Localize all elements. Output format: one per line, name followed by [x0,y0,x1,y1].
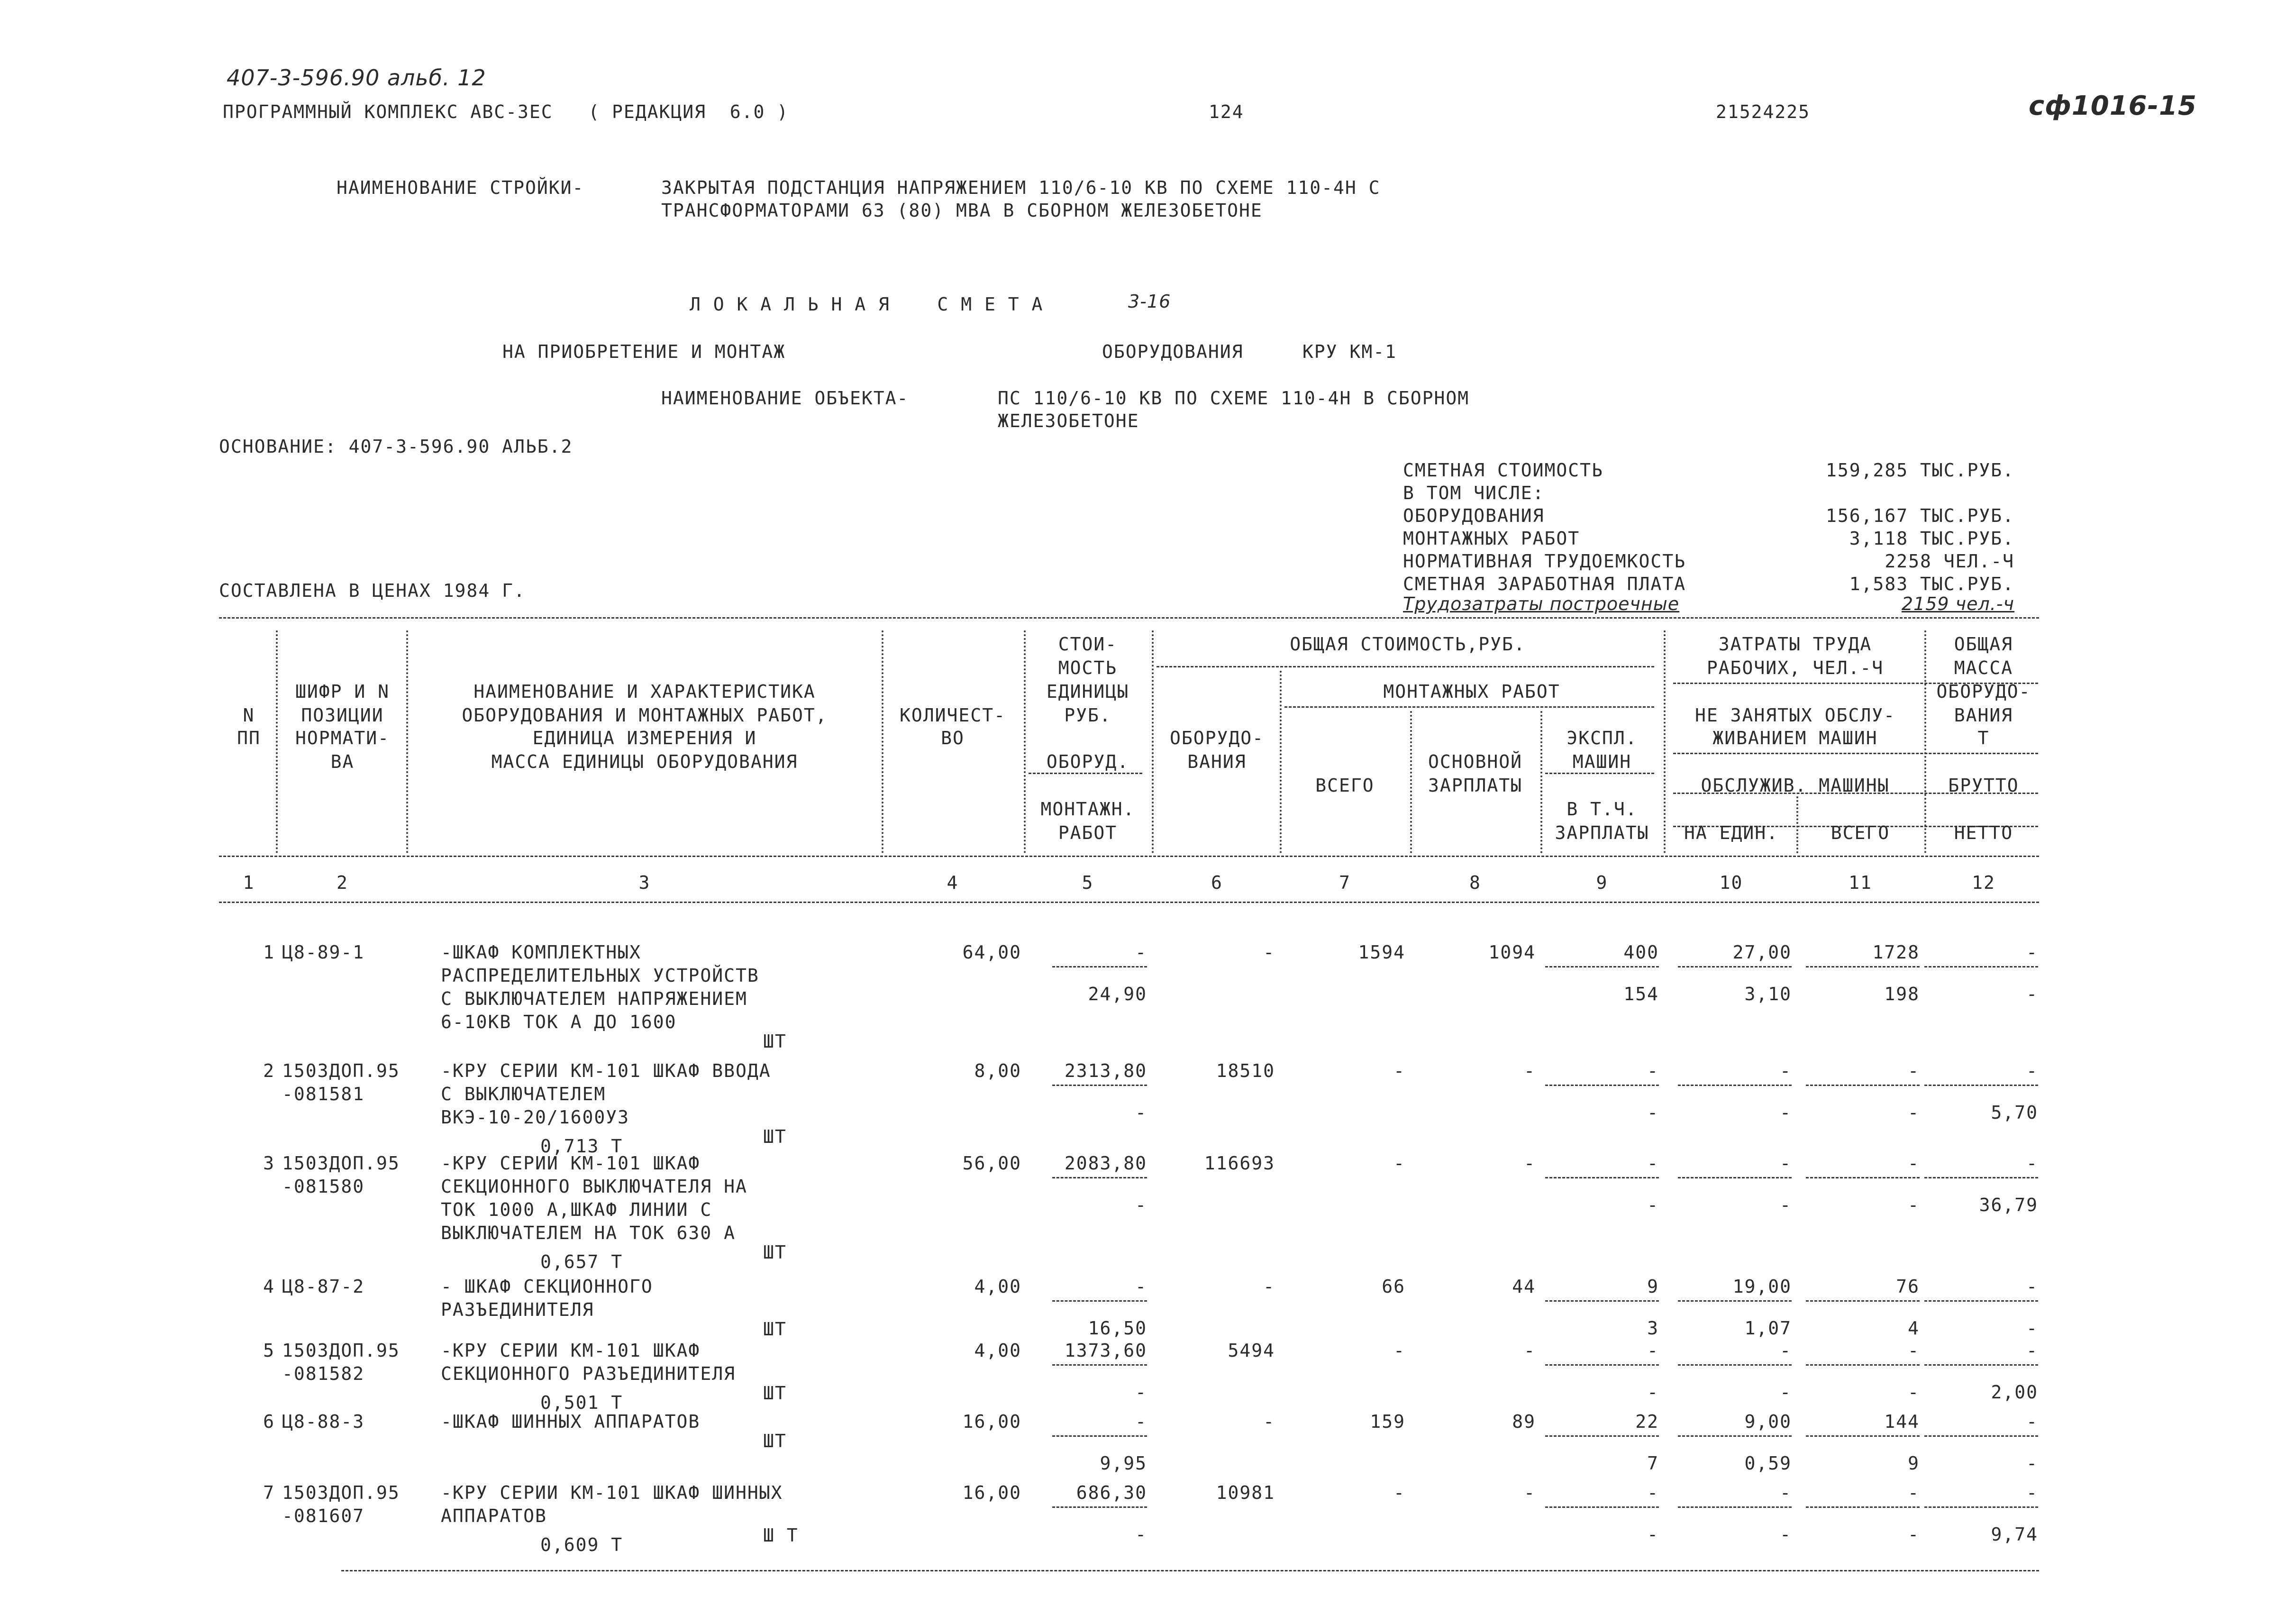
column-number: 10 [1719,872,1743,893]
row-description: ВЫКЛЮЧАТЕЛЕМ НА ТОК 630 А [441,1223,736,1243]
document-number: 21524225 [1716,101,1811,122]
construction-label: НАИМЕНОВАНИЕ СТРОЙКИ- [337,177,584,198]
column-number: 3 [638,872,651,893]
row-number: 3 [263,1153,275,1174]
row-description: АППАРАТОВ [441,1505,547,1526]
row-base-salary: - [1524,1340,1536,1361]
row-unit-cost-installation: 16,50 [1088,1318,1147,1339]
row-installation-total: 1594 [1358,942,1405,963]
summary-label: СМЕТНАЯ ЗАРАБОТНАЯ ПЛАТА [1403,574,1686,594]
column-separator [1540,711,1542,853]
header-col12: ВАНИЯ [1954,705,2013,726]
header-col6: ВАНИЯ [1187,751,1247,772]
row-equipment-cost: 10981 [1216,1482,1275,1503]
row-labor-total-second: - [1908,1102,1920,1123]
row-description: СЕКЦИОННОГО ВЫКЛЮЧАТЕЛЯ НА [441,1176,747,1197]
row-machine-cost-second: 3 [1647,1318,1659,1339]
row-base-salary: - [1524,1482,1536,1503]
row-labor-per-unit: 19,00 [1732,1276,1792,1297]
row-machine-cost-second: - [1647,1524,1659,1545]
row-labor-total: - [1908,1060,1920,1081]
row-unit-cost-equipment: - [1135,1411,1147,1432]
column-number: 6 [1211,872,1223,893]
program-name: ПРОГРАММНЫЙ КОМПЛЕКС АВС-3ЕС ( РЕДАКЦИЯ 6.0 ) [223,101,789,122]
row-description: С ВЫКЛЮЧАТЕЛЕМ НАПРЯЖЕНИЕМ [441,988,747,1009]
construction-name-line2: ТРАНСФОРМАТОРАМИ 63 (80) МВА В СБОРНОМ ЖЕЛЕЗОБЕТОНЕ [661,200,1263,221]
column-separator [1024,630,1026,853]
column-number: 1 [243,872,255,893]
row-labor-per-unit-second: - [1780,1195,1792,1215]
page-number: 124 [1209,101,1244,122]
row-unit: ШТ [763,1031,787,1052]
summary-value: 1,583 ТЫС.РУБ. [1849,574,2014,594]
column-separator [1664,630,1666,853]
column-separator [1410,711,1412,853]
handwritten-stamp: сф1016-15 [2029,91,2197,121]
header-total-cost: ОБЩАЯ СТОИМОСТЬ,РУБ. [1290,634,1526,655]
row-installation-total: - [1393,1060,1405,1081]
cell-rule [1924,1300,2038,1302]
row-mass-second: 2,00 [1991,1382,2038,1403]
header-col12: НЕТТО [1954,822,2013,843]
row-description: ТОК 1000 А,ШКАФ ЛИНИИ С [441,1199,712,1220]
header-col5: МОНТАЖН. [1040,799,1135,820]
row-number: 2 [263,1060,275,1081]
row-quantity: 64,00 [962,942,1021,963]
header-subrule [1284,706,1654,708]
header-col9: ЗАРПЛАТЫ [1555,822,1649,843]
summary-label: МОНТАЖНЫХ РАБОТ [1403,528,1580,549]
summary-label-handwritten: Трудозатраты построечные [1403,593,1680,614]
cell-rule [1806,1506,1920,1508]
row-unit-cost-installation: - [1135,1102,1147,1123]
row-equipment-cost: - [1263,942,1275,963]
header-col4: ВО [941,728,965,748]
row-machine-cost: - [1647,1340,1659,1361]
row-labor-per-unit: 27,00 [1732,942,1792,963]
cell-rule [1924,1085,2038,1086]
row-number: 6 [263,1411,275,1432]
basis-text: ОСНОВАНИЕ: 407-3-596.90 АЛЬБ.2 [219,436,573,457]
header-col7: ВСЕГО [1315,775,1375,796]
row-labor-per-unit: - [1780,1153,1792,1174]
row-unit-cost-installation: - [1135,1524,1147,1545]
row-machine-cost-second: 7 [1647,1453,1659,1474]
row-base-salary: - [1524,1060,1536,1081]
header-col5: РАБОТ [1058,822,1118,843]
header-subrule [1157,666,1654,667]
row-mass-unit: 0,713 Т [540,1136,623,1157]
row-code: -081581 [282,1084,365,1104]
row-mass: - [2026,942,2038,963]
cell-rule [1678,1364,1792,1366]
row-mass-second: - [2026,1318,2038,1339]
row-machine-cost: 400 [1623,942,1659,963]
row-machine-cost: 22 [1635,1411,1659,1432]
column-separator [406,630,408,853]
header-col2: ПОЗИЦИИ [301,705,384,726]
row-unit-cost-installation: 24,90 [1088,984,1147,1004]
row-equipment-cost: - [1263,1276,1275,1297]
estimate-purpose: НА ПРИОБРЕТЕНИЕ И МОНТАЖ [502,341,786,362]
row-mass: - [2026,1153,2038,1174]
cell-rule [1052,1364,1147,1366]
header-col12: ОБОРУДО- [1936,681,2031,702]
row-labor-total-second: 4 [1908,1318,1920,1339]
header-subrule [1673,753,2038,754]
column-separator [1796,796,1798,853]
cell-rule [1924,1177,2038,1178]
header-col2: НОРМАТИ- [295,728,390,748]
row-labor-total-second: 198 [1884,984,1920,1004]
row-labor-total: 1728 [1872,942,1920,963]
column-separator [1280,671,1282,853]
row-mass: - [2026,1276,2038,1297]
construction-name-line1: ЗАКРЫТАЯ ПОДСТАНЦИЯ НАПРЯЖЕНИЕМ 110/6-10 КВ ПО СХЕМЕ 110-4Н С [661,177,1381,198]
row-base-salary: 44 [1512,1276,1536,1297]
table-top-rule [219,617,2039,619]
row-base-salary: 1094 [1488,942,1536,963]
row-machine-cost-second: - [1647,1382,1659,1403]
summary-value: 2258 ЧЕЛ.-Ч [1885,551,2014,572]
row-labor-total-second: - [1908,1195,1920,1215]
summary-value: 159,285 ТЫС.РУБ. [1825,460,2014,481]
row-mass: - [2026,1411,2038,1432]
header-col12: БРУТТО [1948,775,2019,796]
row-unit: ШТ [763,1383,787,1404]
column-number: 12 [1972,872,1995,893]
column-number: 4 [947,872,959,893]
row-unit: ШТ [763,1319,787,1340]
object-label: НАИМЕНОВАНИЕ ОБЪЕКТА- [661,388,909,409]
header-col2: ШИФР И N [295,681,390,702]
cell-rule [1678,1506,1792,1508]
cell-rule [1052,1506,1147,1508]
estimate-equipment: ОБОРУДОВАНИЯ КРУ КМ-1 [1102,341,1397,362]
row-description: ВКЭ-10-20/1600У3 [441,1107,630,1128]
row-description: РАЗЪЕДИНИТЕЛЯ [441,1299,594,1320]
cell-rule [1678,1085,1792,1086]
row-unit: ШТ [763,1126,787,1147]
row-number: 7 [263,1482,275,1503]
row-description: -ШКАФ КОМПЛЕКТНЫХ [441,942,641,963]
header-col12: Т [1977,728,1990,748]
summary-label: СМЕТНАЯ СТОИМОСТЬ [1403,460,1603,481]
row-unit: Ш Т [763,1525,799,1546]
cell-rule [1806,1364,1920,1366]
row-labor-per-unit: - [1780,1340,1792,1361]
column-number: 11 [1849,872,1872,893]
row-unit-cost-equipment: - [1135,1276,1147,1297]
row-labor-total: 144 [1884,1411,1920,1432]
object-name-line1: ПС 110/6-10 КВ ПО СХЕМЕ 110-4Н В СБОРНОМ [998,388,1470,409]
row-code: 1503ДОП.95 [282,1482,400,1503]
row-labor-per-unit-second: - [1780,1382,1792,1403]
row-code: 1503ДОП.95 [282,1060,400,1081]
row-labor-per-unit: - [1780,1060,1792,1081]
header-col3: ЕДИНИЦА ИЗМЕРЕНИЯ И [532,728,757,748]
row-unit-cost-equipment: - [1135,942,1147,963]
summary-label: В ТОМ ЧИСЛЕ: [1403,483,1545,503]
cell-rule [1678,966,1792,967]
row-labor-total-second: 9 [1908,1453,1920,1474]
header-bottom-rule [219,856,2039,857]
row-base-salary: - [1524,1153,1536,1174]
row-machine-cost: - [1647,1060,1659,1081]
cell-rule [1052,1300,1147,1302]
compiled-prices-text: СОСТАВЛЕНА В ЦЕНАХ 1984 Г. [219,580,526,601]
cell-rule [1545,1435,1659,1437]
row-equipment-cost: - [1263,1411,1275,1432]
row-machine-cost-second: - [1647,1102,1659,1123]
row-equipment-cost: 18510 [1216,1060,1275,1081]
header-installation: МОНТАЖНЫХ РАБОТ [1383,681,1560,702]
row-description: РАСПРЕДЕЛИТЕЛЬНЫХ УСТРОЙСТВ [441,965,759,986]
column-separator [276,630,278,853]
row-mass-unit: 0,609 Т [540,1534,623,1555]
row-installation-total: - [1393,1153,1405,1174]
cell-rule [1545,1085,1659,1086]
row-base-salary: 89 [1512,1411,1536,1432]
row-labor-per-unit-second: 0,59 [1744,1453,1792,1474]
row-installation-total: 159 [1370,1411,1405,1432]
row-quantity: 4,00 [974,1276,1021,1297]
cell-rule [1678,1177,1792,1178]
row-description: - ШКАФ СЕКЦИОННОГО [441,1276,653,1297]
row-number: 1 [263,942,275,963]
column-separator [1152,630,1154,853]
cell-rule [1545,966,1659,967]
column-number: 8 [1469,872,1481,893]
row-machine-cost: - [1647,1482,1659,1503]
row-mass-unit: 0,501 Т [540,1392,623,1413]
row-code: Ц8-87-2 [282,1276,365,1297]
header-col9: ЭКСПЛ. [1566,728,1638,748]
header-col9: В Т.Ч. [1566,799,1638,820]
row-labor-total-second: - [1908,1524,1920,1545]
row-labor-per-unit-second: 3,10 [1744,984,1792,1004]
row-description: -КРУ СЕРИИ КМ-101 ШКАФ ШИННЫХ [441,1482,783,1503]
summary-value: 156,167 ТЫС.РУБ. [1825,505,2014,526]
row-labor-per-unit-second: - [1780,1524,1792,1545]
header-col5: МОСТЬ [1058,657,1118,678]
row-unit-cost-installation: 9,95 [1100,1453,1147,1474]
cell-rule [1545,1300,1659,1302]
cell-rule [1052,966,1147,967]
cell-rule [1806,1435,1920,1437]
cell-rule [1678,1435,1792,1437]
row-labor-total: 76 [1896,1276,1920,1297]
row-mass-second: 5,70 [1991,1102,2038,1123]
row-code: Ц8-89-1 [282,942,365,963]
row-quantity: 16,00 [962,1482,1021,1503]
row-description: СЕКЦИОННОГО РАЗЪЕДИНИТЕЛЯ [441,1363,736,1384]
header-col9: МАШИН [1572,751,1632,772]
header-col2: ВА [330,751,355,772]
row-description: -КРУ СЕРИИ КМ-101 ШКАФ [441,1340,701,1361]
table-bottom-rule [341,1570,2039,1571]
cell-rule [1924,966,2038,967]
row-mass-unit: 0,657 Т [540,1251,623,1272]
header-labor-sub: ЖИВАНИЕМ МАШИН [1712,728,1878,748]
row-unit-cost-equipment: 686,30 [1076,1482,1147,1503]
row-code: -081580 [282,1176,365,1197]
row-labor-per-unit: 9,00 [1744,1411,1792,1432]
summary-label: НОРМАТИВНАЯ ТРУДОЕМКОСТЬ [1403,551,1686,572]
row-description: -КРУ СЕРИИ КМ-101 ШКАФ [441,1153,701,1174]
row-description: -ШКАФ ШИННЫХ АППАРАТОВ [441,1411,701,1432]
row-unit-cost-equipment: 2313,80 [1064,1060,1147,1081]
header-col4: КОЛИЧЕСТ- [900,705,1006,726]
column-number: 7 [1339,872,1351,893]
row-mass-second: 36,79 [1979,1195,2038,1215]
header-labor-sub: НЕ ЗАНЯТЫХ ОБСЛУ- [1695,705,1895,726]
header-col5: ЕДИНИЦЫ [1046,681,1129,702]
summary-value: 3,118 ТЫС.РУБ. [1849,528,2014,549]
header-col1: ПП [237,728,261,748]
row-quantity: 16,00 [962,1411,1021,1432]
cell-rule [1678,1300,1792,1302]
column-number: 2 [337,872,348,893]
summary-value-handwritten: 2159 чел.-ч [1901,593,2014,614]
row-number: 5 [263,1340,275,1361]
row-unit-cost-installation: - [1135,1382,1147,1403]
row-labor-total: - [1908,1153,1920,1174]
header-col11: ВСЕГО [1831,822,1890,843]
row-mass: - [2026,1482,2038,1503]
row-mass: - [2026,1060,2038,1081]
row-code: 1503ДОП.95 [282,1340,400,1361]
header-labor: ЗАТРАТЫ ТРУДА [1718,634,1872,655]
row-code: 1503ДОП.95 [282,1153,400,1174]
row-code: -081607 [282,1505,365,1526]
cell-rule [1806,966,1920,967]
row-description: 6-10КВ ТОК А ДО 1600 [441,1012,677,1032]
column-separator [882,630,883,853]
row-code: -081582 [282,1363,365,1384]
row-installation-total: - [1393,1340,1405,1361]
row-machine-cost-second: 154 [1623,984,1659,1004]
header-col3: НАИМЕНОВАНИЕ И ХАРАКТЕРИСТИКА [474,681,816,702]
row-quantity: 56,00 [962,1153,1021,1174]
row-machine-cost-second: - [1647,1195,1659,1215]
row-labor-total: - [1908,1340,1920,1361]
column-number: 9 [1596,872,1608,893]
row-code: Ц8-88-3 [282,1411,365,1432]
row-mass-second: - [2026,984,2038,1004]
row-machine-cost: 9 [1647,1276,1659,1297]
cell-rule [1545,1177,1659,1178]
row-labor-total-second: - [1908,1382,1920,1403]
header-col10: НА ЕДИН. [1684,822,1779,843]
row-description: С ВЫКЛЮЧАТЕЛЕМ [441,1084,606,1104]
row-quantity: 4,00 [974,1340,1021,1361]
cell-rule [1052,1085,1147,1086]
cell-rule [1052,1177,1147,1178]
row-mass-second: - [2026,1453,2038,1474]
row-installation-total: 66 [1382,1276,1405,1297]
row-mass-second: 9,74 [1991,1524,2038,1545]
header-col3: ОБОРУДОВАНИЯ И МОНТАЖНЫХ РАБОТ, [462,705,828,726]
header-col12: ОБЩАЯ [1954,634,2013,655]
row-equipment-cost: 116693 [1204,1153,1275,1174]
row-labor-per-unit-second: - [1780,1102,1792,1123]
row-number: 4 [263,1276,275,1297]
cell-rule [1924,1435,2038,1437]
cell-rule [1052,1435,1147,1437]
cell-rule [1545,1364,1659,1366]
document-code: 407-3-596.90 альб. 12 [227,65,486,91]
estimate-title: Л О К А Л Ь Н А Я С М Е Т А [690,294,1044,315]
row-description: -КРУ СЕРИИ КМ-101 ШКАФ ВВОДА [441,1060,771,1081]
header-labor-sub2: ОБСЛУЖИВ. МАШИНЫ [1701,775,1890,796]
cell-rule [1924,1506,2038,1508]
estimate-number: 3-16 [1128,291,1171,312]
header-col5: СТОИ- [1058,634,1118,655]
object-name-line2: ЖЕЛЕЗОБЕТОНЕ [998,411,1139,431]
summary-label: ОБОРУДОВАНИЯ [1403,505,1545,526]
row-labor-per-unit: - [1780,1482,1792,1503]
header-col8: ЗАРПЛАТЫ [1428,775,1523,796]
row-unit-cost-equipment: 1373,60 [1064,1340,1147,1361]
cell-rule [1806,1300,1920,1302]
cell-rule [1924,1364,2038,1366]
row-labor-per-unit-second: 1,07 [1744,1318,1792,1339]
row-machine-cost: - [1647,1153,1659,1174]
row-labor-total: - [1908,1482,1920,1503]
row-installation-total: - [1393,1482,1405,1503]
row-unit-cost-equipment: 2083,80 [1064,1153,1147,1174]
column-number: 5 [1082,872,1094,893]
row-unit-cost-installation: - [1135,1195,1147,1215]
header-col12: МАССА [1954,657,2013,678]
row-equipment-cost: 5494 [1228,1340,1275,1361]
header-col5: РУБ. [1064,705,1111,726]
column-numbers-rule [219,902,2039,903]
header-col6: ОБОРУДО- [1169,728,1265,748]
cell-rule [1545,1506,1659,1508]
row-unit: ШТ [763,1431,787,1451]
column-separator [1924,630,1926,853]
header-labor: РАБОЧИХ, ЧЕЛ.-Ч [1706,657,1884,678]
cell-rule [1806,1085,1920,1086]
row-mass: - [2026,1340,2038,1361]
header-col5: ОБОРУД. [1046,751,1129,772]
cell-rule [1806,1177,1920,1178]
row-unit: ШТ [763,1242,787,1263]
row-quantity: 8,00 [974,1060,1021,1081]
header-col8: ОСНОВНОЙ [1428,751,1523,772]
header-col1: N [243,705,255,726]
header-col3: МАССА ЕДИНИЦЫ ОБОРУДОВАНИЯ [491,751,798,772]
